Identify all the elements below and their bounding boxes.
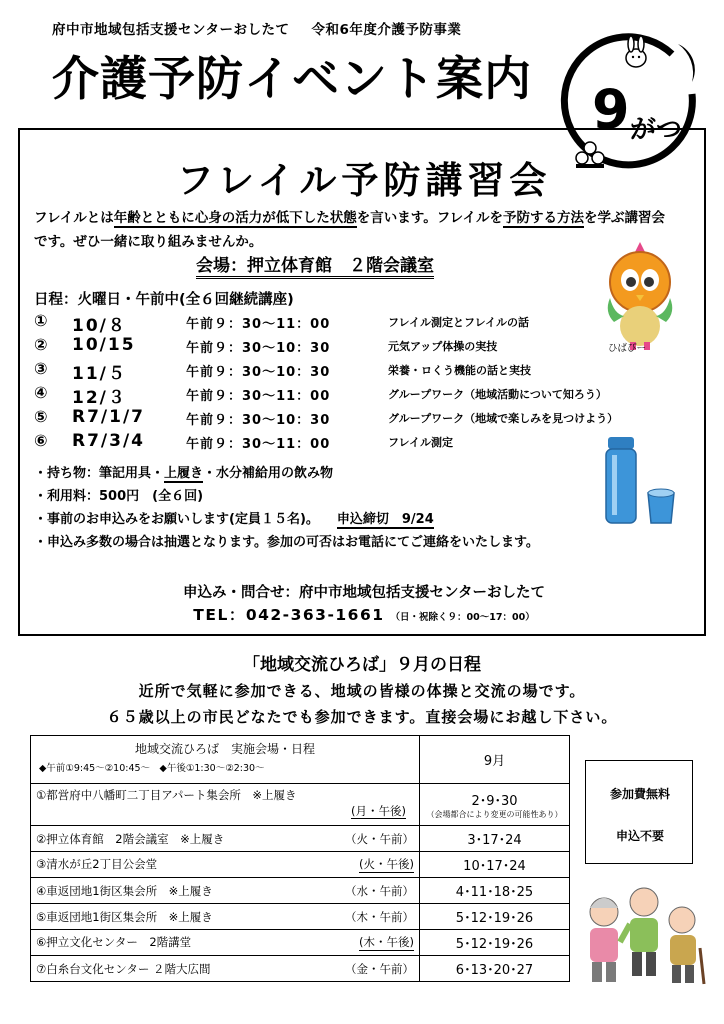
contact-org: 申込み・問合せ：府中市地域包括支援センターおしたて — [183, 585, 545, 601]
mascot-name: ひばぴー — [608, 343, 647, 354]
month-number: 9 — [592, 78, 630, 141]
month-suffix: がつ — [630, 115, 683, 145]
senior-woman-icon — [590, 898, 618, 982]
seniors-illustration — [578, 880, 708, 990]
course-details — [34, 462, 539, 554]
course-venue: 会場：押立体育館 ２階会議室 — [196, 251, 434, 279]
hiroba-schedule-table — [30, 735, 570, 982]
senior-man-icon — [620, 888, 658, 976]
free-fee-label: 参加費無料 — [609, 787, 670, 801]
hiroba-title: 「地域交流ひろば」９月の日程 — [243, 655, 481, 675]
hiroba-description: 近所で気軽に参加できる、地域の皆様の体操と交流の場です。 ６５歳以上の市民どなたでも参加できます。直接会場にお越し下さい。 — [106, 682, 618, 726]
table-row: ⑦白糸台文化センター ２階大広間 （金・午前） 6･13･20･27 — [31, 956, 570, 982]
reservation-note: ・事前のお申込みをお願いします(定員１５名)。 申込締切 9/24 — [34, 512, 434, 527]
course-title: フレイル予防講習会 — [176, 159, 552, 202]
phone-number: TEL：042-363-1661 — [193, 606, 385, 624]
table-row: ③清水が丘2丁目公会堂 (火・午後) 10･17･24 — [31, 852, 570, 878]
no-application-label: 申込不要 — [615, 829, 664, 843]
month-header: 9月 — [420, 736, 570, 784]
senior-with-cane-icon — [669, 907, 704, 984]
table-row: ⑥押立文化センター 2階講堂 (木・午後) 5･12･19･26 — [31, 930, 570, 956]
table-row: ④車返団地1街区集会所 ※上履き （水・午前） 4･11･18･25 — [31, 878, 570, 904]
hiroba-notice-box — [585, 760, 693, 864]
course-intro: フレイルとは年齢とともに心身の活力が低下した状態を言います。フレイルを予防する方法を学ぶ講習会です。ぜひ一緒に取り組みませんか。 — [34, 210, 666, 250]
frail-course-box: フレイル予防講習会 フレイルとは年齢とともに心身の活力が低下した状態を言います。フレイルを予防する方法を学ぶ講習会です。ぜひ一緒に取り組みませんか。 会場：押立体育館 ２階会議室 ひばぴー 日程：火曜日・午前中(全６回継続講座) ① 10/８ 午前９：30～11：00 フレイル測定とフレイルの話 ② 10/15 午前９：30～10：30 元気アップ体操の実技 ③ 11/５ 午前９：30～10：30 栄養・ロくう機能の話と実技 ④ 12/３ 午前９：30～11：00 グループワーク（地域活動について知ろう） ⑤ R7/1/7 午前９：30～10：30 グループワーク（地域で楽しみを見つけよう） ⑥ R7/3/4 午前９：30～11：00 フレイル測定 ・持ち物：筆記用具・上履き・水分補給用の飲み物 ・利用料：500円 (全６回) ・事前のお申込みをお願いします(定員１５名)。 申込締切 9/24 ・申込み多数の場合は抽選となります。参加の可否はお電話にてご連絡をいたします。 申込み・問合せ：府中市地域包括支援センターおしたて TEL：042-363-1661 （日・祝除く９：00～17：00） — [18, 128, 706, 636]
lottery-note: ・申込み多数の場合は抽選となります。参加の可否はお電話にてご連絡をいたします。 — [34, 535, 539, 550]
schedule-title: 日程：火曜日・午前中(全６回継続講座) — [34, 292, 294, 308]
organization-name: 府中市地域包括支援センターおしたて — [52, 22, 290, 38]
table-row: ①都営府中八幡町二丁目アパート集会所 ※上履き (月・午後) 2･9･30 （会場都合により変更の可能性あり） — [31, 784, 570, 826]
water-bottle-icon — [600, 435, 680, 527]
table-header-cell: 地域交流ひろば 実施会場・日程 ◆午前①9:45～②10:45～ ◆午後①1:30～②2:30～ — [31, 736, 420, 784]
table-row: ②押立体育館 2階会議室 ※上履き （火・午前） 3･17･24 — [31, 826, 570, 852]
page-title: 介護予防イベント案内 — [52, 52, 532, 107]
moon-icon — [678, 44, 695, 82]
table-row: ⑤車返団地1街区集会所 ※上履き （木・午前） 5･12･19･26 — [31, 904, 570, 930]
header-line — [52, 18, 461, 38]
usage-fee: ・利用料：500円 (全６回) — [34, 489, 204, 504]
phone-hours: （日・祝除く９：00～17：00） — [390, 612, 535, 623]
contact-info — [20, 582, 708, 629]
program-name: 令和6年度介護予防事業 — [311, 22, 462, 38]
bring-items: ・持ち物：筆記用具・上履き・水分補給用の飲み物 — [34, 466, 334, 481]
mascot-image — [600, 240, 680, 352]
